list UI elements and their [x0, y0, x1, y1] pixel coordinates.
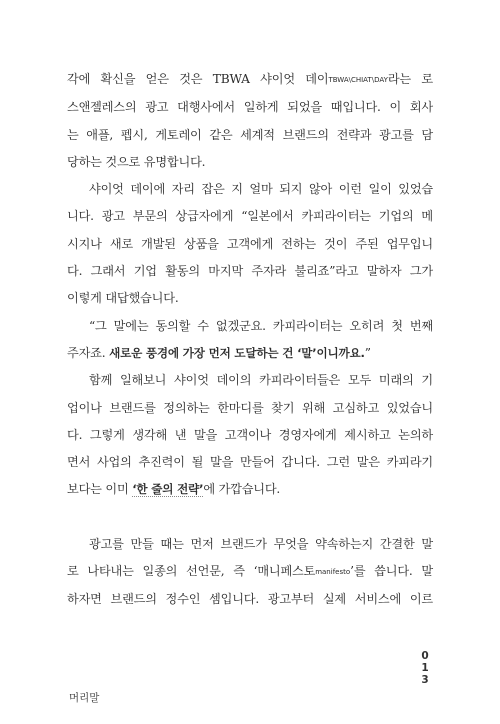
text-line: 함께 일해보니 샤이엇 데이의 카피라이터들은 모두 미래의 기 [89, 373, 433, 388]
text-line: 다. 그렇게 생각해 낸 말을 고객이나 경영자에게 제시하고 논의하 [67, 427, 433, 442]
body-text [67, 66, 433, 614]
section-title: 머리말 [69, 692, 100, 704]
text-run: 로 나타내는 일종의 선언문, 즉 ‘매니페스토 [67, 564, 316, 579]
text-run: 각에 확신을 얻은 것은 TBWA 샤이엇 데이 [67, 72, 329, 86]
text-line: 시지나 새로 개발된 상품을 고객에게 전하는 것이 주된 업무입니 [67, 236, 433, 251]
text-line: 이렇게 대답했습니다. [67, 291, 179, 306]
text-run: ’를 씁니다. 말 [350, 564, 433, 579]
text-line: 다. 그래서 기업 활동의 마지막 주자라 불리죠”라고 말하자 그가 [67, 264, 433, 279]
text-line: 하자면 브랜드의 정수인 셈입니다. 광고부터 실제 서비스에 이르 [67, 592, 433, 607]
text-line: 는 애플, 펩시, 게토레이 같은 세계적 브랜드의 전략과 광고를 담 [67, 127, 433, 142]
text-run: ” [364, 345, 371, 360]
text-run: 보다는 이미 [67, 482, 133, 497]
emphasis-text: 새로운 풍경에 가장 먼저 도달하는 건 ‘말’이니까요. [109, 345, 365, 360]
text-line [67, 558, 433, 586]
text-run: 라는 로 [387, 72, 433, 86]
paragraph-2 [67, 176, 433, 312]
emphasis-text: ‘한 줄의 전략’ [132, 482, 204, 497]
paragraph-spacer [67, 504, 433, 531]
text-run: 주자죠. [67, 345, 110, 360]
text-line: 면서 사업의 추진력이 될 말을 만들어 갑니다. 그런 말은 카피라기 [67, 455, 433, 470]
paragraph-3-quote [67, 313, 433, 368]
text-line [67, 476, 433, 503]
agency-name-original: TBWA\CHIAT\DAY [328, 76, 388, 84]
text-line: 업이나 브랜드를 정의하는 한마디를 찾기 위해 고심하고 있었습니 [67, 400, 433, 415]
page-number [419, 650, 431, 686]
paragraph-4 [67, 367, 433, 503]
text-run: 에 가깝습니다. [203, 482, 281, 497]
text-line: 광고를 만들 때는 먼저 브랜드가 무엇을 약속하는지 간결한 말 [89, 536, 433, 551]
manifesto-original: manifesto [315, 568, 351, 577]
page-digit: 3 [421, 674, 429, 686]
page-digit: 1 [421, 662, 429, 674]
paragraph-5 [67, 531, 433, 614]
page-digit: 0 [421, 650, 429, 662]
text-line: 당하는 것으로 유명합니다. [67, 154, 206, 169]
paragraph-1 [67, 66, 433, 176]
text-line: 니다. 광고 부문의 상급자에게 “일본에서 카피라이터는 기업의 메 [67, 209, 433, 224]
text-line [67, 66, 433, 94]
text-line: 스앤젤레스의 광고 대행사에서 일하게 되었을 때입니다. 이 회사 [67, 100, 433, 115]
text-line: “그 말에는 동의할 수 없겠군요. 카피라이터는 오히려 첫 번째 [89, 318, 433, 333]
text-line: 샤이엇 데이에 자리 잡은 지 얼마 되지 않아 이런 일이 있었습 [89, 182, 433, 197]
text-line [67, 340, 433, 367]
